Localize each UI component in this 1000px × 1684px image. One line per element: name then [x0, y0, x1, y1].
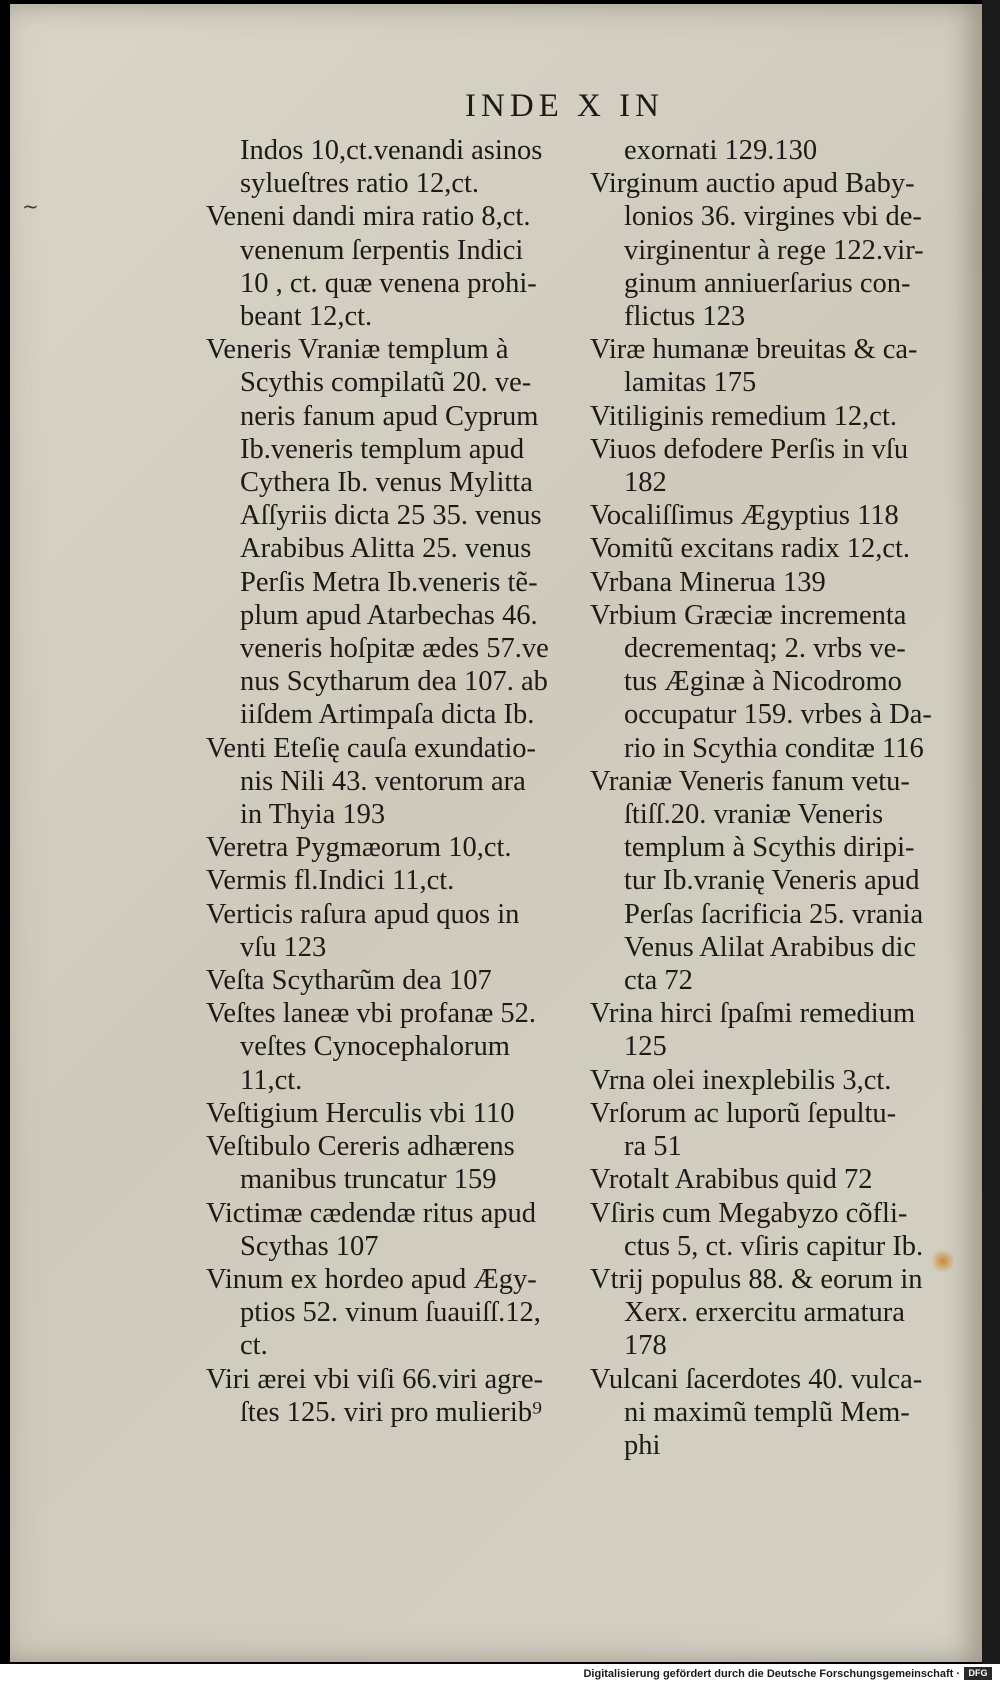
index-entry	[206, 333, 566, 731]
index-entry	[590, 997, 946, 1063]
index-entry-line: 182	[624, 467, 667, 499]
index-entry-line: ſtiſſ.20. vraniæ Veneris	[624, 799, 884, 831]
index-entry	[206, 134, 566, 200]
index-entry-line: Vrotalt Arabibus quid 72	[590, 1164, 873, 1196]
index-entry-line: Perſas ſacrificia 25. vrania	[624, 898, 924, 930]
index-entry	[590, 566, 946, 599]
index-entry-line: beant 12,ct.	[240, 301, 373, 333]
index-entry-line: ra 51	[624, 1131, 682, 1163]
index-entry-line: Xerx. erxercitu armatura	[624, 1297, 905, 1329]
index-entry	[206, 997, 566, 1097]
index-entry	[206, 1097, 566, 1130]
index-entry-line: lamitas 175	[624, 367, 757, 399]
index-entry-line: flictus 123	[624, 301, 746, 333]
index-column-left	[206, 134, 566, 1429]
index-entry-line: sylueſtres ratio 12,ct.	[240, 168, 480, 200]
index-entry-line: Vocaliſſimus Ægyptius 118	[590, 500, 899, 532]
index-entry-line: Vrna olei inexplebilis 3,ct.	[590, 1064, 892, 1096]
index-entry-line: Vrſorum ac luporũ ſepultu-	[590, 1097, 897, 1129]
index-entry-line: exornati 129.130	[624, 135, 818, 166]
index-entry-line: cta 72	[624, 965, 693, 997]
index-entry-line: decrementaq; 2. vrbs ve-	[624, 633, 906, 665]
index-entry-line: 178	[624, 1330, 667, 1362]
index-entry-line: Perſis Metra Ib.veneris tẽ-	[240, 566, 538, 598]
index-entry-line: Virginum auctio apud Baby-	[590, 168, 915, 200]
index-entry-line: Vomitũ excitans radix 12,ct.	[590, 533, 911, 565]
index-entry-line: nus Scytharum dea 107. ab	[240, 666, 548, 698]
index-entry	[590, 134, 946, 167]
book-page	[10, 4, 982, 1662]
index-entry-line: iiſdem Artimpaſa dicta Ib.	[240, 699, 535, 731]
index-entry	[590, 433, 946, 499]
index-entry-line: manibus truncatur 159	[240, 1164, 497, 1196]
index-entry-line: Veſtibulo Cereris adhærens	[206, 1131, 515, 1163]
index-entry-line: Veſta Scytharũm dea 107	[206, 965, 492, 997]
index-entry	[590, 499, 946, 532]
index-entry	[590, 1064, 946, 1097]
index-entry-line: Veſtes laneæ vbi profanæ 52.	[206, 998, 537, 1030]
index-entry-line: ſtes 125. viri pro mulierib⁹	[240, 1396, 543, 1428]
index-entry	[590, 1363, 946, 1463]
index-entry-line: virginentur à rege 122.vir-	[624, 234, 924, 266]
index-entry-line: Ib.veneris templum apud	[240, 433, 525, 465]
index-entry-line: 125	[624, 1031, 667, 1063]
index-entry-line: rio in Scythia conditæ 116	[624, 732, 924, 764]
index-entry-line: Venti Eteſię cauſa exundatio-	[206, 732, 536, 764]
index-entry-line: in Thyia 193	[240, 799, 386, 831]
index-entry	[206, 898, 566, 964]
index-entry	[206, 1363, 566, 1429]
index-entry-line: Veneni dandi mira ratio 8,ct.	[206, 201, 531, 233]
index-entry-line: veſtes Cynocephalorum	[240, 1031, 510, 1063]
scan-edge	[982, 0, 1000, 1664]
index-entry-line: Veneris Vraniæ templum à	[206, 334, 509, 366]
index-entry-line: veneris hoſpitæ ædes 57.ve	[240, 633, 549, 665]
index-entry-line: ctus 5, ct. vſiris capitur Ib.	[624, 1230, 924, 1262]
index-entry	[590, 1263, 946, 1363]
index-entry	[590, 765, 946, 997]
index-entry	[590, 599, 946, 765]
index-entry-line: Vrina hirci ſpaſmi remedium	[590, 998, 916, 1030]
index-entry	[590, 1163, 946, 1196]
index-entry	[206, 732, 566, 832]
index-column-right	[590, 134, 946, 1462]
index-entry-line: Cythera Ib. venus Mylitta	[240, 467, 533, 499]
index-entry-line: ni maximũ templũ Mem-	[624, 1396, 910, 1428]
index-entry-line: Arabibus Alitta 25. venus	[240, 533, 532, 565]
index-entry	[590, 1097, 946, 1163]
index-entry-line: neris fanum apud Cyprum	[240, 400, 539, 432]
index-entry	[206, 1197, 566, 1263]
index-entry-line: Vraniæ Veneris fanum vetu-	[590, 765, 910, 797]
index-entry-line: Victimæ cædendæ ritus apud	[206, 1197, 536, 1229]
index-entry-line: Vitiliginis remedium 12,ct.	[590, 400, 898, 432]
index-entry-line: vſu 123	[240, 931, 327, 963]
index-entry	[206, 1263, 566, 1363]
index-entry-line: Vtrij populus 88. & eorum in	[590, 1263, 923, 1295]
index-entry-line: Vſiris cum Megabyzo cõfli-	[590, 1197, 908, 1229]
index-entry-line: venenum ſerpentis Indici	[240, 234, 524, 266]
index-entry-line: Vrbana Minerua 139	[590, 566, 826, 598]
index-entry-line: 11,ct.	[240, 1064, 303, 1096]
index-entry	[590, 400, 946, 433]
index-entry-line: Vrbium Græciæ incrementa	[590, 599, 907, 631]
index-entry-line: Viuos defodere Perſis in vſu	[590, 433, 909, 465]
index-entry-line: occupatur 159. vrbes à Da-	[624, 699, 932, 731]
index-entry-line: Vulcani ſacerdotes 40. vulca-	[590, 1363, 923, 1395]
index-entry-line: Veſtigium Herculis vbi 110	[206, 1097, 515, 1129]
index-entry-line: ct.	[240, 1330, 268, 1362]
index-entry-line: Vinum ex hordeo apud Ægy-	[206, 1263, 537, 1295]
index-entry-line: lonios 36. virgines vbi de-	[624, 201, 922, 233]
index-entry-line: Venus Alilat Arabibus dic	[624, 931, 917, 963]
ink-stain	[932, 1248, 954, 1274]
margin-mark: ~	[22, 194, 39, 218]
index-entry-line: Aſſyriis dicta 25 35. venus	[240, 500, 542, 532]
index-entry-line: nis Nili 43. ventorum ara	[240, 765, 526, 797]
index-entry-line: Viri ærei vbi viſi 66.viri agre-	[206, 1363, 544, 1395]
index-entry-line: plum apud Atarbechas 46.	[240, 599, 538, 631]
index-entry-line: tur Ib.vranię Veneris apud	[624, 865, 920, 897]
index-entry	[590, 333, 946, 399]
index-entry-line: Verticis raſura apud quos in	[206, 898, 520, 930]
index-entry-line: ginum anniuerſarius con-	[624, 267, 911, 299]
index-entry-line: ptios 52. vinum ſuauiſſ.12,	[240, 1297, 541, 1329]
index-entry-line: Scythis compilatũ 20. ve-	[240, 367, 532, 399]
index-entry-line: tus Æginæ à Nicodromo	[624, 666, 902, 698]
index-entry-line: Scythas 107	[240, 1230, 379, 1262]
index-entry	[590, 532, 946, 565]
digitization-footer	[0, 1664, 1000, 1684]
index-entry-line: templum à Scythis diripi-	[624, 832, 915, 864]
index-entry	[206, 831, 566, 864]
index-entry	[206, 964, 566, 997]
index-entry-line: Viræ humanæ breuitas & ca-	[590, 334, 918, 366]
index-entry-line: 10 , ct. quæ venena prohi-	[240, 267, 537, 299]
index-entry	[590, 1197, 946, 1263]
index-entry	[206, 864, 566, 897]
index-entry-line: Indos 10,ct.venandi asinos	[240, 135, 543, 166]
index-entry-line: phi	[624, 1429, 661, 1461]
index-entry-line: Vermis fl.Indici 11,ct.	[206, 865, 455, 897]
index-entry	[590, 167, 946, 333]
dfg-logo: DFG	[964, 1667, 992, 1680]
running-header: INDE X IN	[465, 88, 664, 124]
index-entry-line: Veretra Pygmæorum 10,ct.	[206, 832, 512, 864]
footer-credit: Digitalisierung gefördert durch die Deutsche Forschungsgemeinschaft ·	[583, 1668, 960, 1680]
index-entry	[206, 200, 566, 333]
index-entry	[206, 1130, 566, 1196]
